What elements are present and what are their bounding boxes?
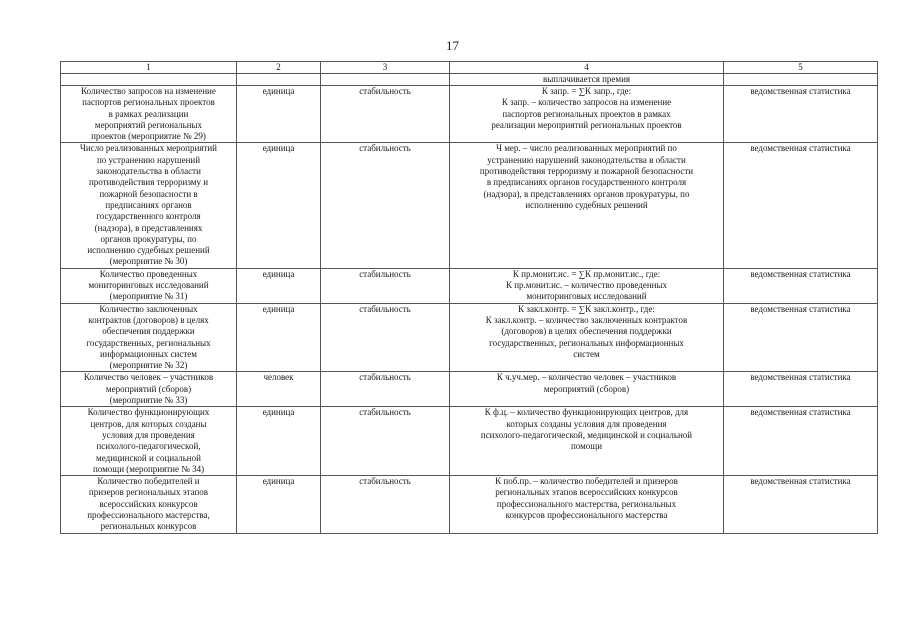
indicator-name-line: государственного контроля [96,211,201,222]
dynamics-cell: стабильность [321,268,450,303]
table-row [61,143,878,268]
indicator-name-line: Количество заключенных [99,303,198,314]
indicator-name-line: контрактов (договоров) в целях [88,314,209,325]
indicator-name-line: (мероприятие № 32) [109,360,188,371]
method-line: К закл.контр. = ∑К закл.контр., где: [518,303,655,314]
dynamics-cell: стабильность [321,86,450,143]
source-cell: ведомственная статистика [724,476,878,533]
indicator-name-cell [61,372,237,407]
unit-cell: единица [237,268,321,303]
indicator-name-line: всероссийских конкурсов [99,498,198,509]
table-row [61,372,878,407]
method-line: которых созданы условия для проведения [506,418,667,429]
indicator-name-line: (мероприятие № 31) [109,291,188,302]
indicator-name-line: государственных, региональных [86,337,211,348]
continuation-cell-3 [321,74,450,86]
table-row [61,476,878,533]
continuation-row [61,74,878,86]
method-line: устранению нарушений законодательства в области [487,154,686,165]
indicator-name-line: психолого-педагогической, [96,441,201,452]
indicator-name-line: Количество запросов на изменение [81,86,216,96]
method-line: систем [573,348,600,359]
indicator-name-line: по устранению нарушений [96,154,201,165]
unit-cell: единица [237,143,321,268]
method-line: К запр. – количество запросов на изменение [501,97,672,108]
source-cell: ведомственная статистика [724,143,878,268]
method-line: в предписаниях органов государственного контроля [486,177,687,188]
dynamics-cell: стабильность [321,407,450,476]
method-cell [450,268,724,303]
method-line: региональных этапов всероссийских конкурсов [495,487,678,498]
unit-cell: человек [237,372,321,407]
source-cell: ведомственная статистика [724,86,878,143]
dynamics-cell: стабильность [321,143,450,268]
method-cell [450,476,724,533]
indicator-name-line: медицинской и социальной [96,452,201,463]
indicator-name-line: (мероприятие № 30) [109,256,188,267]
method-line: мониторинговых исследований [526,291,647,302]
header-row [61,62,878,74]
indicator-name-line: помощи (мероприятие № 34) [92,463,205,474]
indicator-name-line: противодействия терроризму и [88,177,209,188]
method-line: государственных, региональных информационных [489,337,684,348]
method-line: Ч мер. – число реализованных мероприятий по [496,143,677,154]
indicator-name-line: паспортов региональных проектов [82,97,215,108]
method-line: реализации мероприятий региональных проектов [491,119,682,130]
method-line: К ч.уч.мер. – количество человек – участников [496,372,677,383]
method-cell [450,303,724,372]
header-cell-3: 3 [321,62,450,74]
method-line: К поб.пр. – количество победителей и призеров [495,476,678,487]
indicators-table [60,61,878,534]
method-line: (надзора), в представлениях органов прокуратуры, по [483,188,690,199]
header-cell-1: 1 [61,62,237,74]
method-line: противодействия терроризму и пожарной безопасности [479,166,694,177]
unit-cell: единица [237,476,321,533]
indicator-name-line: пожарной безопасности в [99,188,198,199]
dynamics-cell: стабильность [321,372,450,407]
table-row [61,407,878,476]
source-cell: ведомственная статистика [724,407,878,476]
table-row [61,86,878,143]
indicator-name-line: законодательства в области [96,166,201,177]
indicator-name-line: Количество человек – участников [83,372,214,383]
indicator-name-line: региональных конкурсов [100,521,197,532]
source-cell: ведомственная статистика [724,268,878,303]
indicator-name-line: Количество функционирующих [87,407,210,418]
method-line: конкурсов профессионального мастерства [505,509,668,520]
indicator-name-line: профессионального мастерства, [87,509,210,520]
indicator-name-line: (надзора), в представлениях [94,222,203,233]
indicator-name-line: мероприятий (сборов) [105,383,192,394]
indicator-name-cell [61,268,237,303]
indicator-name-line: исполнению судебных решений [87,245,210,256]
method-line: К запр. = ∑К запр., где: [541,86,632,96]
indicator-name-cell [61,86,237,143]
indicator-name-line: проектов (мероприятие № 29) [91,131,206,142]
dynamics-cell: стабильность [321,303,450,372]
method-line: профессионального мастерства, региональных [496,498,677,509]
method-line: психолого-педагогической, медицинской и социальной [480,429,693,440]
header-cell-5: 5 [724,62,878,74]
method-line: К закл.контр. – количество заключенных контрактов [485,314,688,325]
indicator-name-line: информационных систем [100,348,197,359]
indicator-name-line: мероприятий региональных [94,119,203,130]
indicator-name-line: условия для проведения [102,429,195,440]
method-line: исполнению судебных решений [525,199,648,210]
method-line: паспортов региональных проектов в рамках [502,108,671,119]
indicator-name-cell [61,476,237,533]
indicator-name-line: предписаниях органов [105,199,192,210]
method-cell [450,407,724,476]
indicator-name-line: обеспечения поддержки [102,326,195,337]
page-number: 17 [446,38,459,53]
method-cell [450,372,724,407]
table-row [61,303,878,372]
source-cell: ведомственная статистика [724,372,878,407]
dynamics-cell: стабильность [321,476,450,533]
unit-cell: единица [237,407,321,476]
indicator-name-line: центров, для которых созданы [90,418,207,429]
continuation-cell-2 [237,74,321,86]
method-line: К пр.монит.ис. – количество проведенных [505,280,668,291]
unit-cell: единица [237,86,321,143]
indicator-name-line: в рамках реализации [108,108,189,119]
method-line: мероприятий (сборов) [543,383,630,394]
continuation-cell-5 [724,74,878,86]
method-line: помощи [570,441,603,452]
method-line: К ф.ц. – количество функционирующих центров, для [484,407,689,418]
continuation-cell-1 [61,74,237,86]
indicator-name-line: Число реализованных мероприятий [80,143,217,154]
header-cell-2: 2 [237,62,321,74]
header-cell-4: 4 [450,62,724,74]
method-cell [450,86,724,143]
indicator-name-cell [61,303,237,372]
indicator-name-line: (мероприятие № 33) [109,395,188,406]
unit-cell: единица [237,303,321,372]
indicator-name-line: органов прокуратуры, по [100,233,197,244]
method-cell [450,143,724,268]
method-line: (договоров) в целях обеспечения поддержки [501,326,672,337]
indicator-name-line: Количество проведенных [99,268,198,279]
indicator-name-cell [61,143,237,268]
method-line: К пр.монит.ис. = ∑К пр.монит.ис., где: [512,268,661,279]
source-cell: ведомственная статистика [724,303,878,372]
indicator-name-line: Количество победителей и [97,476,200,487]
indicator-name-line: мониторинговых исследований [88,280,209,291]
indicator-name-line: призеров региональных этапов [88,487,209,498]
continuation-text: выплачивается премия [450,74,724,86]
indicator-name-cell [61,407,237,476]
table-row [61,268,878,303]
